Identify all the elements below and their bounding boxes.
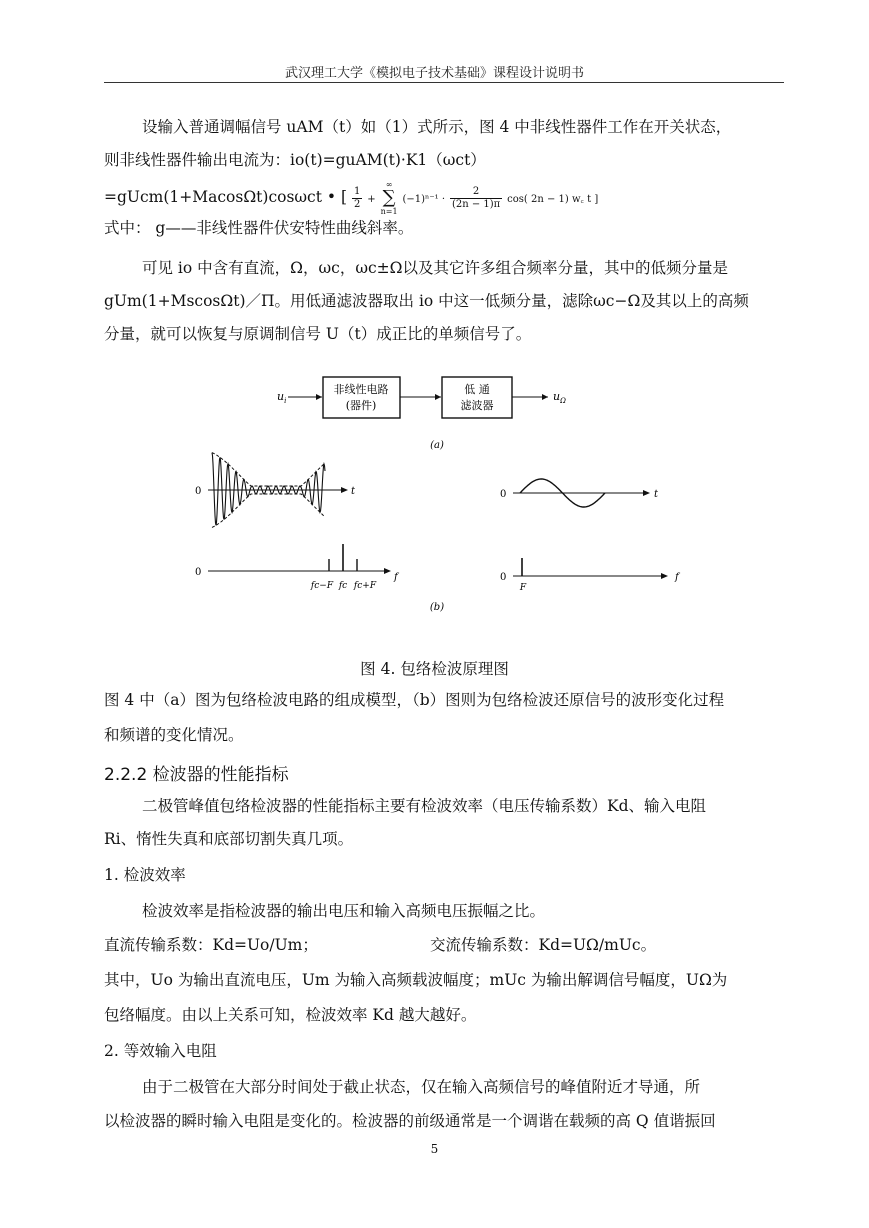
am-axis-t-label: t — [351, 486, 356, 497]
paragraph-2-line-3: 分量，就可以恢复与原调制信号 U（t）成正比的单频信号了。 — [104, 325, 532, 343]
formula-sum-top: ∞ — [385, 180, 393, 189]
formula-cos: cos( 2n − 1) w꜀ t ] — [507, 194, 599, 205]
paragraph-1-line-2: 则非线性器件输出电流为：io(t)=guAM(t)·K1（ωct） — [104, 151, 486, 169]
am-waveform-plot — [195, 453, 356, 528]
nonlinear-block-label-1: 非线性电路 — [333, 383, 389, 396]
page-header: 武汉理工大学《模拟电子技术基础》课程设计说明书 — [284, 66, 584, 81]
output-spectrum-plot — [500, 558, 681, 593]
nonlinear-block-label-2: (器件) — [345, 399, 377, 412]
formula-term: (−1)ⁿ⁻¹ · — [402, 194, 445, 205]
formula-fraction — [450, 186, 502, 211]
envelope-detection-figure — [0, 360, 869, 625]
tick-lower-sideband: fc−F — [310, 581, 334, 591]
figure-caption: 图 4. 包络检波原理图 — [360, 660, 509, 678]
section-intro-line-1: 二极管峰值包络检波器的性能指标主要有检波效率（电压传输系数）Kd、输入电阻 — [142, 797, 707, 815]
formula-where: 式中： g——非线性器件伏安特性曲线斜率。 — [104, 219, 414, 237]
item-1-description: 检波效率是指检波器的输出电压和输入高频电压振幅之比。 — [142, 902, 546, 920]
input-arrowhead — [316, 394, 322, 400]
formula-prefix: =gUcm(1+MacosΩt)cosωct • [ — [104, 188, 348, 206]
input-label: $u_i$ — [277, 390, 287, 405]
tick-F: F — [519, 583, 527, 593]
am-origin-label: 0 — [195, 486, 202, 497]
formula-half-den: 2 — [353, 198, 361, 210]
out-freq-arrowhead — [661, 573, 668, 579]
explanation-line-1: 其中，Uo 为输出直流电压，Um 为输入高频载波幅度；mUc 为输出解调信号幅度，UΩ为 — [104, 971, 728, 989]
am-spec-origin-label: 0 — [195, 567, 202, 578]
formula-frac-den: (2n − 1)π — [451, 198, 501, 210]
explanation-line-2: 包络幅度。由以上关系可知，检波效率 Kd 越大越好。 — [104, 1006, 477, 1024]
lowpass-block-label-1: 低 通 — [464, 383, 490, 396]
block-diagram — [277, 377, 566, 451]
label-b: (b) — [429, 602, 445, 613]
am-freq-arrowhead — [384, 568, 391, 574]
ac-transfer-coefficient: 交流传输系数：Kd=UΩ/mUc。 — [430, 936, 657, 954]
formula-half-num: 1 — [353, 185, 361, 197]
formula-half — [352, 186, 362, 211]
am-axis-arrowhead — [341, 487, 348, 493]
lowpass-block-label-2: 滤波器 — [460, 399, 494, 412]
formula-sum-symbol: ∑ — [382, 187, 396, 208]
page-number: 5 — [430, 1142, 439, 1156]
output-current-formula — [104, 180, 598, 216]
item-2-line-1: 由于二极管在大部分时间处于截止状态，仅在输入高频信号的峰值附近才导通，所 — [142, 1078, 701, 1096]
section-heading: 2.2.2 检波器的性能指标 — [104, 765, 289, 785]
am-carrier-wave — [212, 453, 325, 526]
out-axis-t-label: t — [654, 489, 659, 500]
formula-sum-bottom: n=1 — [380, 207, 398, 216]
out-origin-label: 0 — [500, 489, 507, 500]
figure-description-line-1: 图 4 中（a）图为包络检波电路的组成模型，（b）图则为包络检波还原信号的波形变化过程 — [104, 691, 725, 709]
out-axis-arrowhead — [643, 490, 650, 496]
am-axis-f-label: f — [394, 572, 398, 583]
formula-plus: + — [367, 194, 376, 205]
output-label: $u_\Omega$ — [553, 390, 566, 405]
figure-description-line-2: 和频谱的变化情况。 — [104, 726, 244, 744]
paragraph-2-line-1: 可见 io 中含有直流，Ω，ωc，ωc±Ω以及其它许多组合频率分量，其中的低频分量是 — [142, 259, 728, 277]
out-spec-origin-label: 0 — [500, 572, 507, 583]
item-2-line-2: 以检波器的瞬时输入电阻是变化的。检波器的前级通常是一个调谐在载频的高 Q 值谐振回 — [104, 1112, 716, 1130]
paragraph-1-line-1: 设输入普通调幅信号 uAM（t）如（1）式所示，图 4 中非线性器件工作在开关状态， — [142, 118, 732, 136]
item-1-title: 1. 检波效率 — [104, 866, 186, 884]
label-a: (a) — [430, 440, 444, 451]
section-intro-line-2: Ri、惰性失真和底部切割失真几项。 — [104, 830, 354, 848]
formula-sum — [381, 180, 398, 216]
tick-upper-sideband: fc+F — [353, 581, 377, 591]
am-envelope-lower — [212, 494, 325, 527]
out-axis-f-label: f — [675, 572, 679, 583]
output-waveform-plot — [500, 479, 659, 507]
output-arrowhead — [542, 394, 548, 400]
formula-frac-num: 2 — [450, 186, 502, 199]
paragraph-2-line-2: gUm(1+MscosΩt)／Π。用低通滤波器取出 io 中这一低频分量，滤除ωc−Ω及其以上的高频 — [104, 292, 749, 310]
header-rule — [104, 82, 784, 83]
item-2-title: 2. 等效输入电阻 — [104, 1042, 217, 1060]
tick-carrier: fc — [338, 581, 348, 591]
am-spectrum-plot — [195, 544, 400, 591]
dc-transfer-coefficient: 直流传输系数：Kd=Uo/Um； — [104, 936, 318, 954]
middle-arrowhead — [435, 394, 441, 400]
